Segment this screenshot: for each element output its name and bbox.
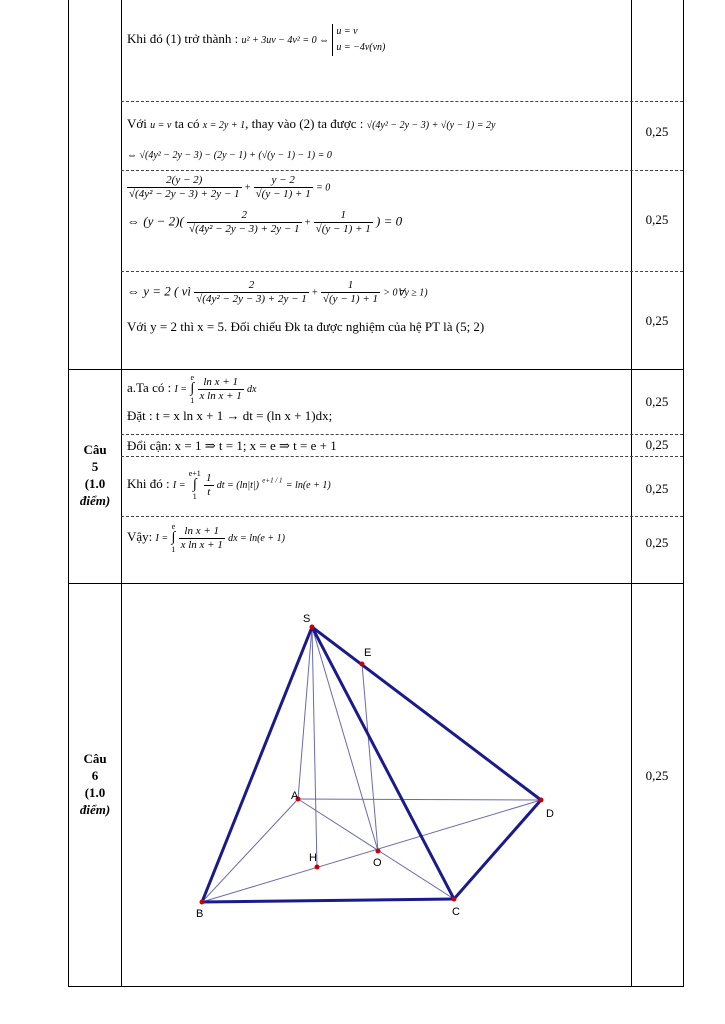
edge-AC [298,799,454,899]
q5-result-score: 0,25 [645,535,669,550]
divider [121,170,683,171]
q5-substitution: Đặt : t = x ln x + 1 → dt = (ln x + 1)dx; [127,408,333,423]
label-O: O [373,857,382,869]
thick-edges [202,627,541,902]
point-S [310,625,315,630]
q5-bounds-change: Đổi cận: x = 1 ⇒ t = 1; x = e ⇒ t = e + 1 [127,438,337,453]
q4-row1-lead: Khi đó (1) trở thành : [127,30,239,46]
point-O [376,849,381,854]
edge-CD [454,800,541,899]
q5-result: Vậy: I = e ∫ 1 $\frac{\text{ln x + 1}}{\text{x ln x + 1}}$ dx = ln(e + 1) [127,522,285,554]
q6-label: Câu 6 (1.0 điểm) [79,751,111,817]
q4-row2: Với u = v ta có x = 2y + 1, thay vào (2) ta được : √(4y² − 2y − 3) + √(y − 1) = 2y ⇔ √(4y² − 2y − 3) − (2y − 1) + (√(y − 1) − 1) = 0 [127,116,496,161]
label-D: D [546,808,554,820]
label-H: H [309,852,317,864]
label-E: E [364,647,372,659]
divider [121,456,683,457]
point-D [539,798,544,803]
label-B: B [196,908,204,920]
q4-row2-score: 0,25 [645,124,669,139]
point-B [200,900,205,905]
label-C: C [452,906,460,918]
point-E [360,662,365,667]
q4-row3: $\frac{2(y - 2)}{\text{√(4y² − 2y − 3) + 2y − 1}}$ + $\frac{y - 2}{√(y - 1) + 1}$ = 0 ⇔ (y − 2)( $\frac{2}{\text{√(4y² − 2y − 3) + 2y − 1}}$ + $\frac{1}{√(y - 1) + 1}$ ) = 0 [127,174,403,235]
point-C [452,897,457,902]
q4-row1-cases: u = v u = −4v(vn) [332,24,385,56]
q4-row2-equation1: √(4y² − 2y − 3) + √(y − 1) = 2y [366,120,496,131]
q4-row4-conclusion: Với y = 2 thì x = 5. Đối chiếu Đk ta được nghiệm của hệ PT là (5; 2) [127,319,485,334]
pyramid-diagram [121,584,631,984]
divider [121,271,683,272]
label-S: S [303,613,311,625]
label-A: A [291,790,299,802]
edge-AB [202,799,298,902]
edge-SB [202,627,312,902]
q4-row2-equation2: ⇔ √(4y² − 2y − 3) − (2y − 1) + (√(y − 1) − 1) = 0 [127,150,332,161]
q5-evaluation-score: 0,25 [645,481,669,496]
divider [121,101,683,102]
edge-SD [312,627,541,800]
q5-part-a: a.Ta có : I = e ∫ 1 $\frac{\text{ln x + 1}}{\text{x ln x + 1}}$ dx Đặt : t = x ln x + 1 → dt = (ln x + 1)dx; [127,373,627,425]
q5-evaluation: Khi đó : I = e+1 ∫ 1 $\frac{1}{t}$ dt = (ln|t|) $^{e+1 / 1}$ = ln(e + 1) [127,469,331,501]
section-divider [69,369,683,370]
edge-SH [312,627,317,867]
q4-row3-score: 0,25 [645,212,669,227]
point-H [315,865,320,870]
q5-bounds-score: 0,25 [645,437,669,452]
edge-AD [298,799,541,800]
answer-table [68,0,684,987]
q5-label: Câu 5 (1.0 điểm) [79,442,111,508]
divider [121,434,683,435]
edge-BC [202,899,454,902]
vertex-labels [196,613,554,920]
q4-row4-score: 0,25 [645,313,669,328]
q4-row4: ⇔ y = 2 ( vì $\frac{2}{\text{√(4y² − 2y − 3) + 2y − 1}}$ + $\frac{1}{√(y - 1) + 1}$ > 0∀y ≥ 1) Với y = 2 thì x = 5. Đối chiếu Đk ta được nghiệm của hệ PT là (5; 2) [127,279,627,336]
thin-edges [202,627,541,902]
divider [121,516,683,517]
q4-row1 [127,24,627,56]
edge-SC [312,627,454,899]
q4-row1-equation: u² + 3uv − 4v² = 0 ⇔ [241,34,330,46]
q6-score: 0,25 [645,768,669,783]
edge-BD [202,800,541,902]
q5-part-a-score: 0,25 [645,394,669,409]
